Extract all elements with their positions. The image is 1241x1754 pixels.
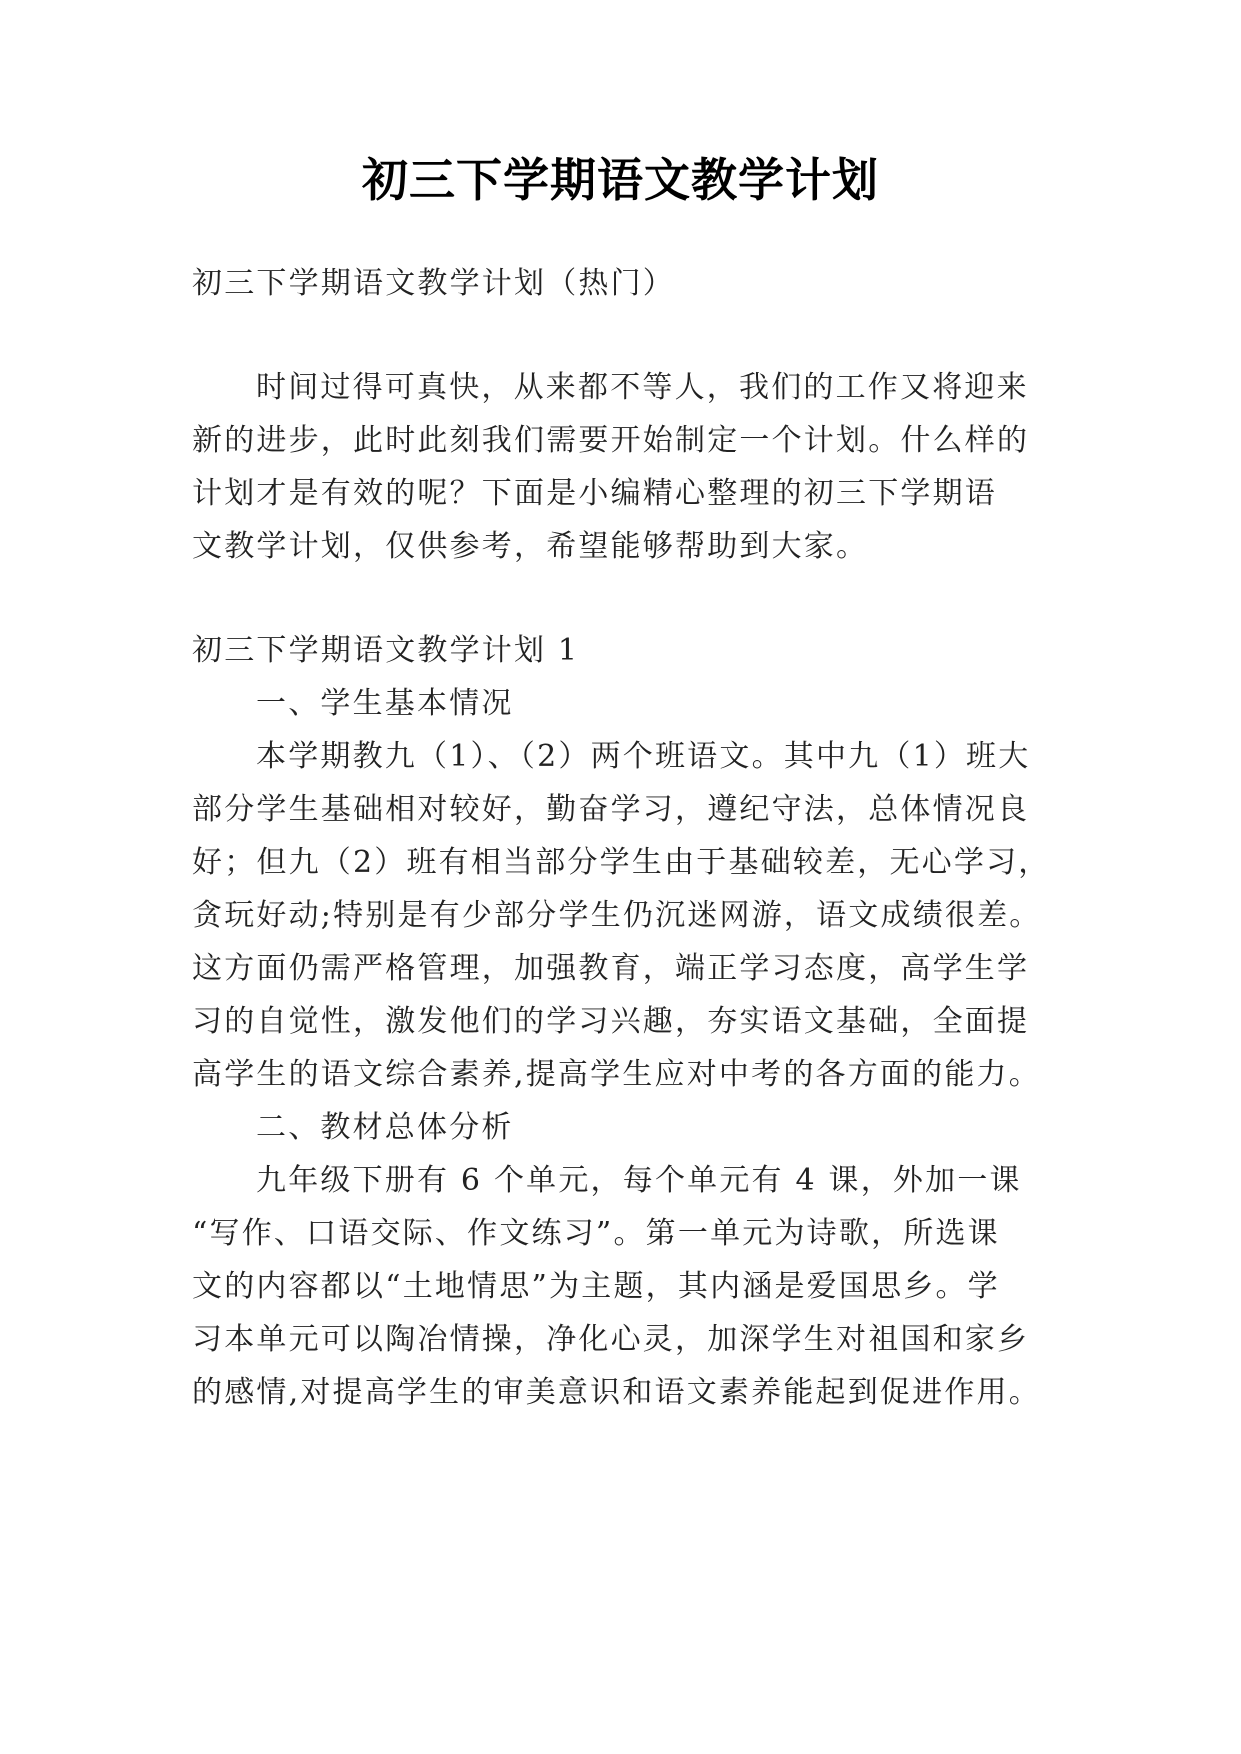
document-title: 初三下学期语文教学计划 bbox=[362, 153, 879, 207]
section1-title: 初三下学期语文教学计划 1 bbox=[192, 633, 580, 668]
intro-line-2: 新的进步，此时此刻我们需要开始制定一个计划。什么样的 bbox=[192, 423, 1030, 458]
para1-line-2: 部分学生基础相对较好，勤奋学习，遵纪守法，总体情况良 bbox=[192, 792, 1030, 827]
para1-line-4: 贪玩好动;特别是有少部分学生仍沉迷网游，语文成绩很差。 bbox=[192, 898, 1042, 933]
para1-line-7: 高学生的语文综合素养,提高学生应对中考的各方面的能力。 bbox=[192, 1057, 1041, 1092]
para2-line-5: 的感情,对提高学生的审美意识和语文素养能起到促进作用。 bbox=[192, 1375, 1041, 1410]
para2-line-3: 文的内容都以“土地情思”为主题，其内涵是爱国思乡。学 bbox=[192, 1269, 1000, 1304]
intro-line-1: 时间过得可真快，从来都不等人，我们的工作又将迎来 bbox=[256, 370, 1029, 405]
para2-line-4: 习本单元可以陶冶情操，净化心灵，加深学生对祖国和家乡 bbox=[192, 1322, 1030, 1357]
para1-line-6: 习的自觉性，激发他们的学习兴趣，夯实语文基础，全面提 bbox=[192, 1004, 1030, 1039]
document-subtitle: 初三下学期语文教学计划（热门） bbox=[192, 266, 675, 301]
para2-line-1: 九年级下册有 6 个单元，每个单元有 4 课，外加一课 bbox=[256, 1163, 1022, 1198]
heading-student-situation: 一、学生基本情况 bbox=[256, 686, 514, 721]
intro-line-3: 计划才是有效的呢？下面是小编精心整理的初三下学期语 bbox=[192, 476, 997, 511]
intro-line-4: 文教学计划，仅供参考，希望能够帮助到大家。 bbox=[192, 529, 869, 564]
para1-line-3: 好；但九（2）班有相当部分学生由于基础较差，无心学习， bbox=[192, 845, 1051, 880]
para1-line-1: 本学期教九（1）、（2）两个班语文。其中九（1）班大 bbox=[256, 739, 1031, 774]
para1-line-5: 这方面仍需严格管理，加强教育，端正学习态度，高学生学 bbox=[192, 951, 1030, 986]
heading-textbook-analysis: 二、教材总体分析 bbox=[256, 1110, 514, 1145]
para2-line-2: “写作、口语交际、作文练习”。第一单元为诗歌，所选课 bbox=[192, 1216, 1000, 1251]
